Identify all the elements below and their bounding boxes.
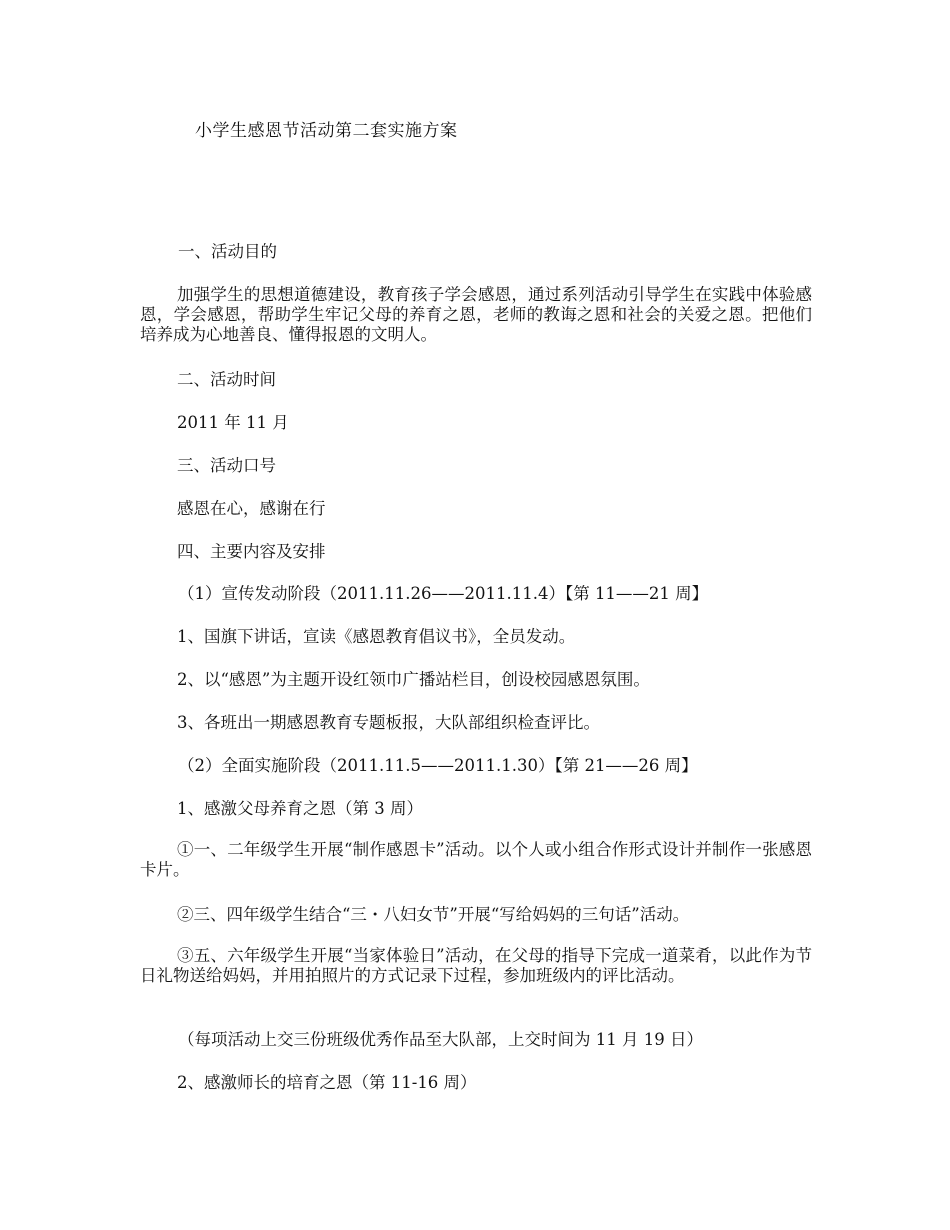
section-heading-slogan: 三、活动口号 <box>177 456 276 475</box>
phase-2-heading: （2）全面实施阶段（2011.11.5——2011.1.30）【第 21——26 周】 <box>178 756 698 775</box>
list-item: 3、各班出一期感恩教育专题板报，大队部组织检查评比。 <box>177 713 600 732</box>
list-item: 2、感激师长的培育之恩（第 11-16 周） <box>177 1073 477 1092</box>
section-heading-purpose: 一、活动目的 <box>178 242 277 261</box>
list-item: 1、感激父母养育之恩（第 3 周） <box>177 799 423 818</box>
paragraph-purpose: 加强学生的思想道德建设，教育孩子学会感恩，通过系列活动引导学生在实践中体验感恩，学会感恩，帮助学生牢记父母的养育之恩，老师的教诲之恩和社会的关爱之恩。把他们培养成为心地善良、懂得报恩的文明人。 <box>140 285 812 344</box>
paragraph-activity-2: ②三、四年级学生结合“三・八妇女节”开展“写给妈妈的三句话”活动。 <box>177 905 690 924</box>
section-heading-content: 四、主要内容及安排 <box>177 542 326 561</box>
section-heading-time: 二、活动时间 <box>177 370 276 389</box>
paragraph-activity-1: ①一、二年级学生开展“制作感恩卡”活动。以个人或小组合作形式设计并制作一张感恩卡片。 <box>140 840 812 879</box>
paragraph-note: （每项活动上交三份班级优秀作品至大队部，上交时间为 11 月 19 日） <box>178 1030 703 1049</box>
list-item: 2、以“感恩”为主题开设红领巾广播站栏目，创设校园感恩氛围。 <box>177 670 650 689</box>
paragraph-slogan: 感恩在心，感谢在行 <box>177 499 326 518</box>
phase-1-heading: （1）宣传发动阶段（2011.11.26——2011.11.4）【第 11——21 周】 <box>178 584 709 603</box>
document-title: 小学生感恩节活动第二套实施方案 <box>195 121 458 141</box>
list-item: 1、国旗下讲话，宣读《感恩教育倡议书》，全员发动。 <box>177 627 576 646</box>
paragraph-activity-3: ③五、六年级学生开展“当家体验日”活动，在父母的指导下完成一道菜肴，以此作为节日礼物送给妈妈，并用拍照片的方式记录下过程，参加班级内的评比活动。 <box>140 946 812 985</box>
paragraph-time: 2011 年 11 月 <box>177 413 289 432</box>
